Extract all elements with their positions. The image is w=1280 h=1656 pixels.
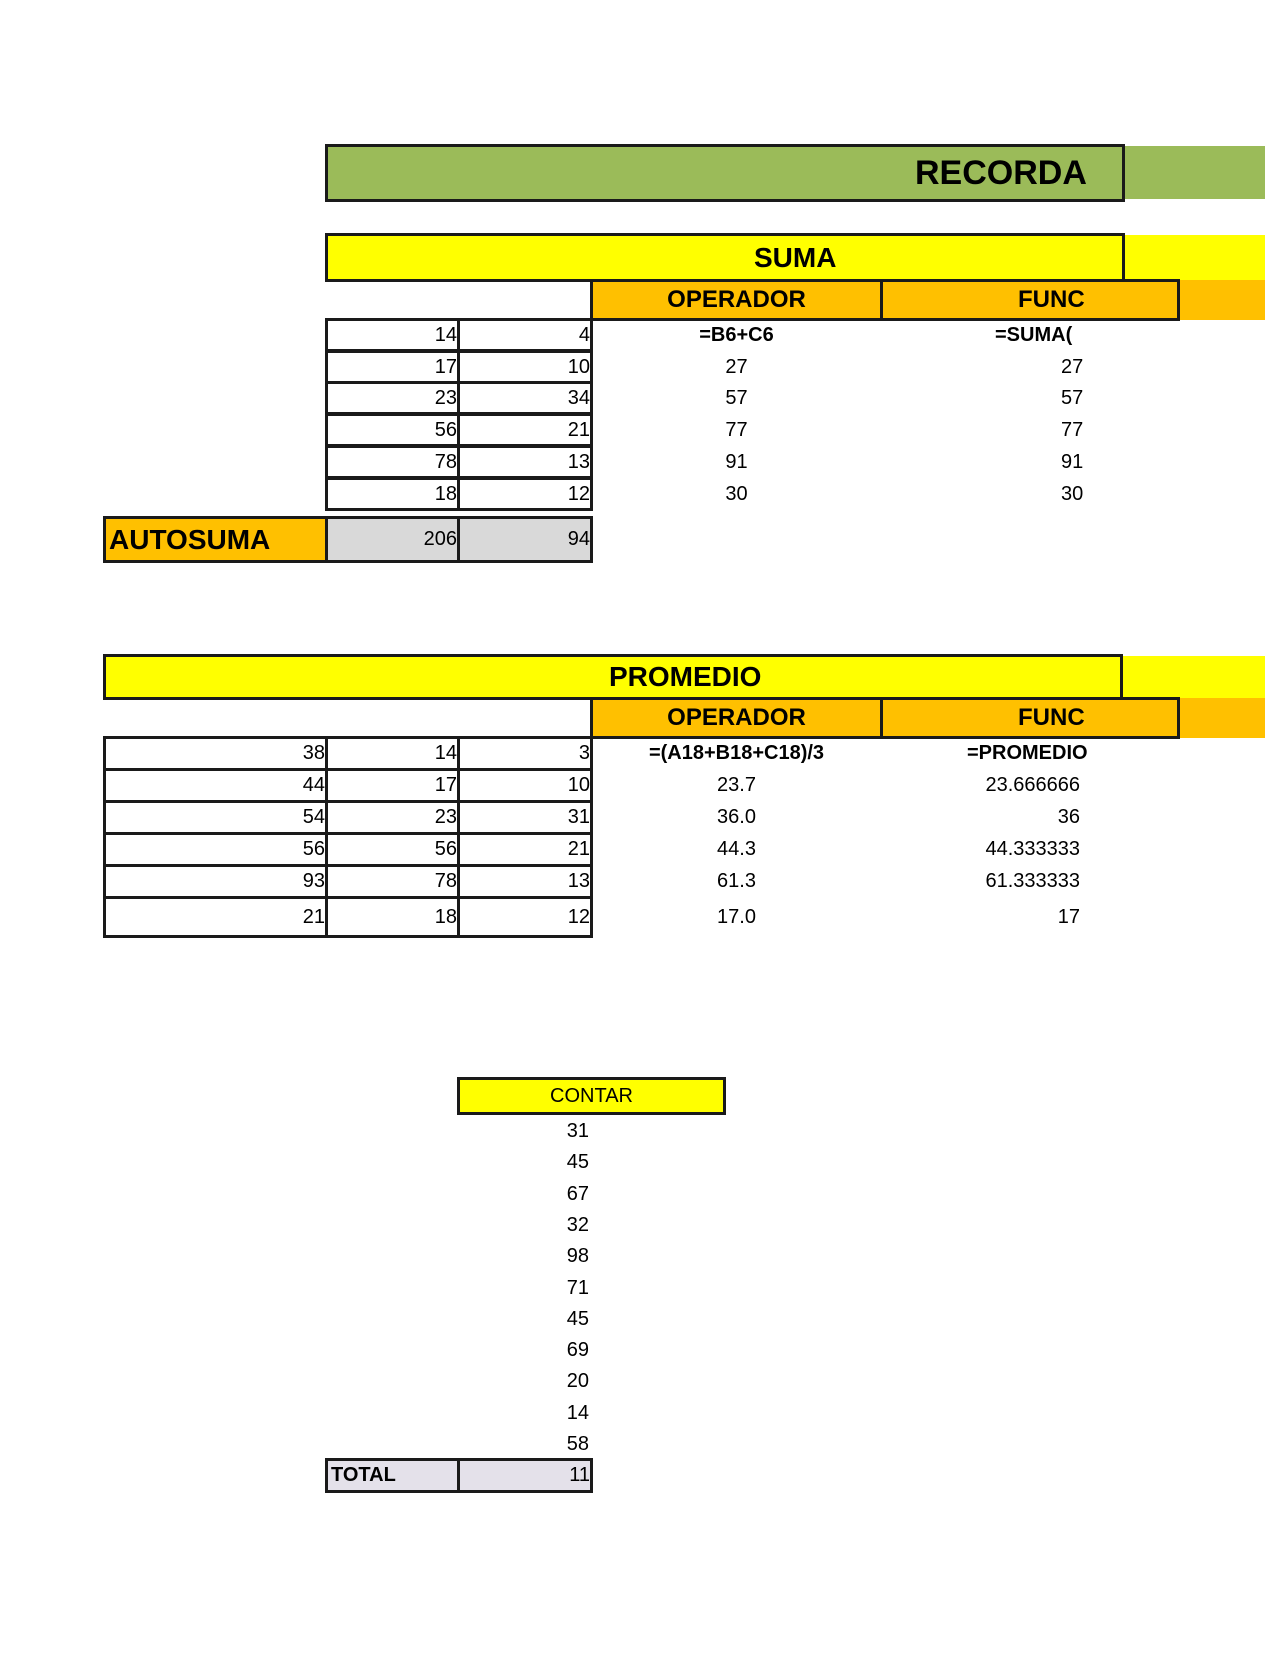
contar-value-10[interactable]: 14 <box>566 1401 589 1424</box>
contar-value-2[interactable]: 45 <box>566 1151 589 1174</box>
contar-value-4[interactable]: 32 <box>566 1213 589 1236</box>
promedio-row-6-b[interactable]: 18 <box>325 896 460 938</box>
suma-operator-header: OPERADOR <box>590 279 883 321</box>
suma-row-6-c[interactable]: 12 <box>457 477 593 511</box>
contar-value-9[interactable]: 20 <box>566 1370 589 1393</box>
contar-value-7[interactable]: 45 <box>566 1307 589 1330</box>
autosuma-b-cell[interactable]: 206 <box>325 516 460 563</box>
promedio-row-5-operator[interactable]: 61.3 <box>717 870 756 892</box>
suma-header-text: SUMA <box>754 241 837 273</box>
promedio-row-4-c[interactable]: 21 <box>457 832 593 867</box>
promedio-header-text: PROMEDIO <box>609 661 762 692</box>
contar-value-11[interactable]: 58 <box>566 1433 589 1455</box>
suma-row-6-b[interactable]: 18 <box>325 477 460 511</box>
promedio-row-3-c[interactable]: 31 <box>457 800 593 835</box>
suma-formula-operator[interactable]: =B6+C6 <box>699 323 774 346</box>
contar-value-1[interactable]: 31 <box>566 1120 589 1142</box>
suma-row-3-operator[interactable]: 57 <box>725 386 748 409</box>
promedio-row-2-c[interactable]: 10 <box>457 768 593 803</box>
promedio-row-4-function[interactable]: 44.333333 <box>985 838 1080 860</box>
promedio-row-3-b[interactable]: 23 <box>325 800 460 835</box>
promedio-operator-header: OPERADOR <box>590 697 883 739</box>
promedio-row-4-b[interactable]: 56 <box>325 832 460 867</box>
contar-header: CONTAR <box>457 1077 726 1115</box>
autosuma-c-cell[interactable]: 94 <box>457 516 593 563</box>
suma-row-2-function[interactable]: 27 <box>1061 355 1084 378</box>
suma-header <box>325 233 1125 282</box>
contar-value-3[interactable]: 67 <box>566 1182 589 1205</box>
contar-total-label: TOTAL <box>325 1458 460 1493</box>
promedio-row-3-operator[interactable]: 36.0 <box>717 806 756 828</box>
suma-row-6-operator[interactable]: 30 <box>725 482 748 505</box>
promedio-row-4-operator[interactable]: 44.3 <box>717 838 756 860</box>
promedio-row-6-c[interactable]: 12 <box>457 896 593 938</box>
promedio-row-2-a[interactable]: 44 <box>103 768 328 803</box>
promedio-formula-function[interactable]: =PROMEDIO <box>967 742 1088 764</box>
suma-row-6-function[interactable]: 30 <box>1061 482 1084 505</box>
suma-row-1-b[interactable]: 14 <box>325 318 460 352</box>
promedio-header <box>103 654 1123 700</box>
suma-row-1-c[interactable]: 4 <box>457 318 593 352</box>
promedio-row-5-b[interactable]: 78 <box>325 864 460 899</box>
suma-row-3-c[interactable]: 34 <box>457 381 593 415</box>
suma-row-2-b[interactable]: 17 <box>325 350 460 384</box>
contar-value-6[interactable]: 71 <box>566 1276 589 1299</box>
suma-row-4-b[interactable]: 56 <box>325 413 460 447</box>
promedio-formula-operator[interactable]: =(A18+B18+C18)/3 <box>648 742 825 764</box>
promedio-row-6-a[interactable]: 21 <box>103 896 328 938</box>
contar-value-8[interactable]: 69 <box>566 1339 589 1362</box>
suma-row-5-c[interactable]: 13 <box>457 445 593 479</box>
promedio-row-5-function[interactable]: 61.333333 <box>985 870 1080 892</box>
promedio-row-3-function[interactable]: 36 <box>1057 806 1080 828</box>
promedio-row-6-operator[interactable]: 17.0 <box>717 905 756 928</box>
suma-row-4-function[interactable]: 77 <box>1061 418 1084 441</box>
promedio-row-4-a[interactable]: 56 <box>103 832 328 867</box>
suma-row-4-c[interactable]: 21 <box>457 413 593 447</box>
promedio-row-5-c[interactable]: 13 <box>457 864 593 899</box>
promedio-row-1-c[interactable]: 3 <box>457 736 593 771</box>
promedio-row-2-b[interactable]: 17 <box>325 768 460 803</box>
promedio-row-2-operator[interactable]: 23.7 <box>717 774 756 796</box>
contar-value-5[interactable]: 98 <box>566 1245 589 1268</box>
promedio-row-6-function[interactable]: 17 <box>1057 905 1080 928</box>
suma-row-2-c[interactable]: 10 <box>457 350 593 384</box>
promedio-function-header: FUNC <box>880 697 1180 739</box>
suma-row-5-operator[interactable]: 91 <box>725 450 748 473</box>
title-banner <box>325 144 1125 202</box>
suma-row-3-b[interactable]: 23 <box>325 381 460 415</box>
suma-row-5-function[interactable]: 91 <box>1061 450 1084 473</box>
promedio-row-1-b[interactable]: 14 <box>325 736 460 771</box>
promedio-row-2-function[interactable]: 23.666666 <box>985 774 1080 796</box>
suma-row-3-function[interactable]: 57 <box>1061 386 1084 409</box>
suma-row-5-b[interactable]: 78 <box>325 445 460 479</box>
suma-formula-function[interactable]: =SUMA( <box>995 323 1073 346</box>
promedio-row-5-a[interactable]: 93 <box>103 864 328 899</box>
suma-row-2-operator[interactable]: 27 <box>725 355 748 378</box>
contar-total-value[interactable]: 11 <box>457 1458 593 1493</box>
autosuma-label: AUTOSUMA <box>103 516 328 563</box>
suma-row-4-operator[interactable]: 77 <box>725 418 748 441</box>
promedio-row-1-a[interactable]: 38 <box>103 736 328 771</box>
promedio-row-3-a[interactable]: 54 <box>103 800 328 835</box>
suma-function-header: FUNC <box>880 279 1180 321</box>
title-text: RECORDA <box>915 153 1087 192</box>
